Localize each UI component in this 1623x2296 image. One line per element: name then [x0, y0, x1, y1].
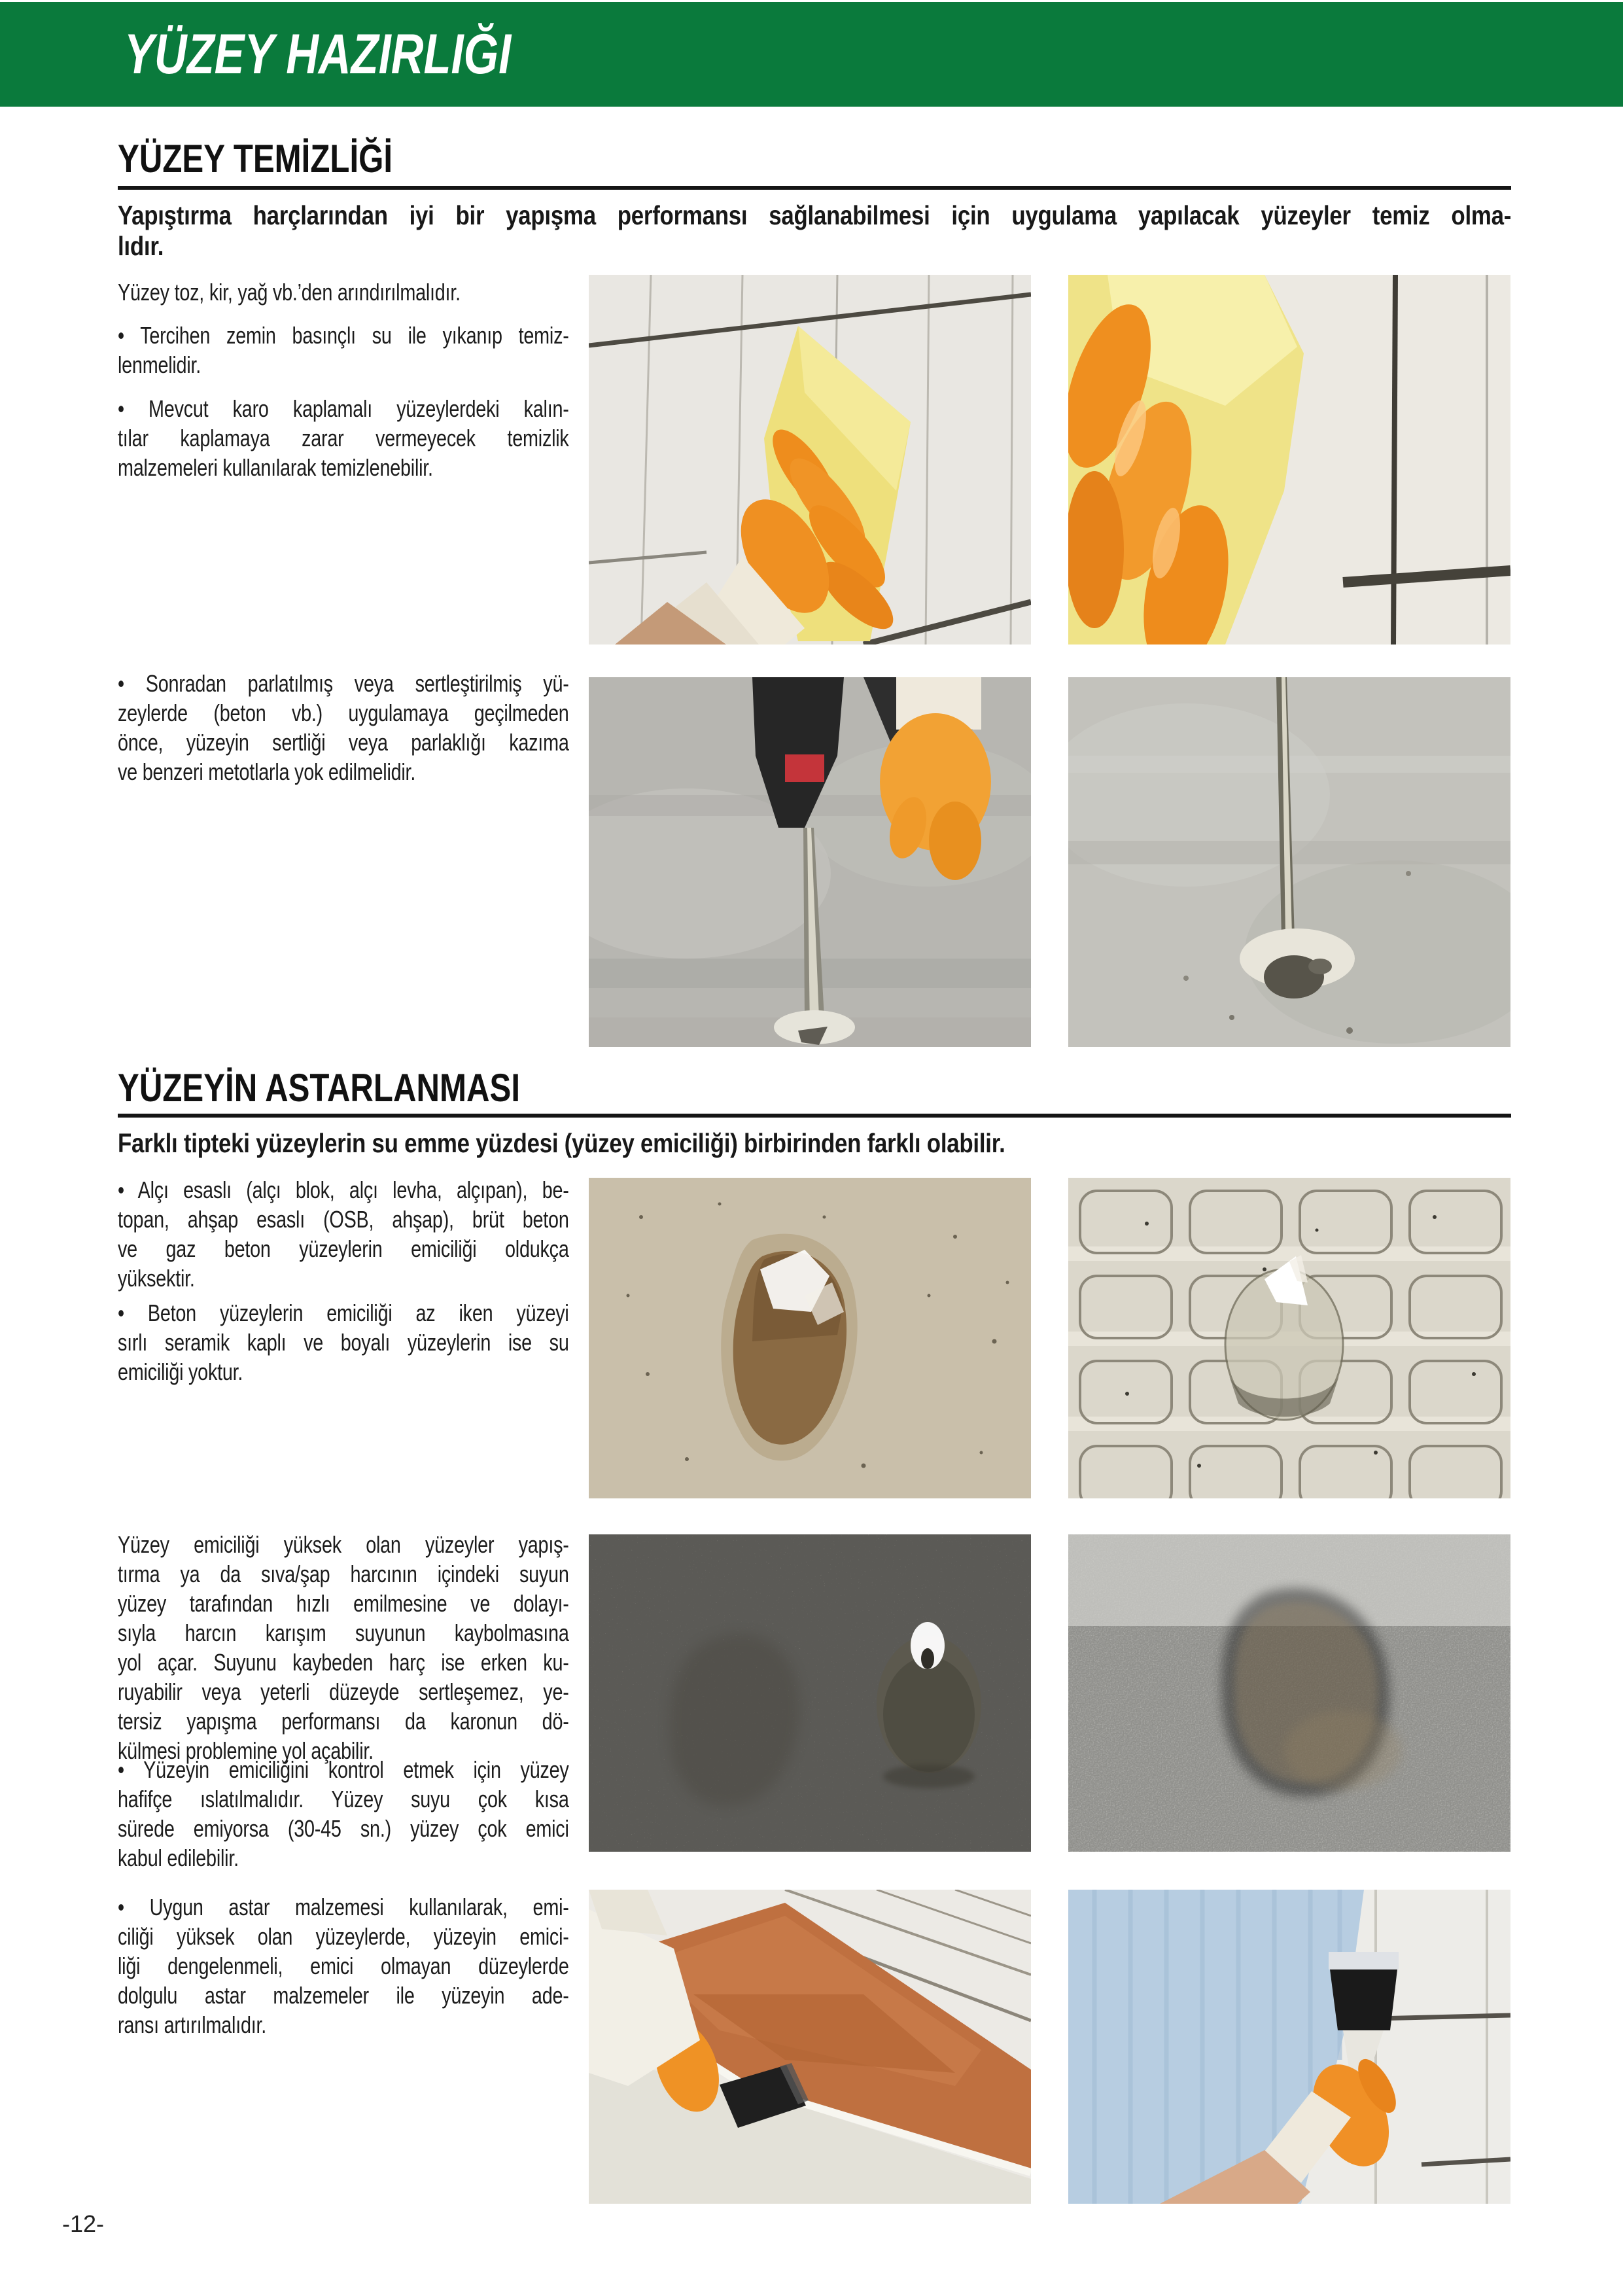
chisel-drill-illustration: [589, 677, 1031, 1047]
photo-chisel-tip-closeup: [1068, 677, 1510, 1047]
page-number: -12-: [62, 2210, 105, 2237]
section1-heading-rule: [118, 186, 1511, 190]
rough-plaster-illustration: [589, 1534, 1031, 1852]
header-banner: [0, 2, 1623, 107]
photo-tile-sponge-cleaning: [589, 275, 1031, 645]
photo-damp-patch-plaster: [1068, 1534, 1510, 1852]
photo-water-drop-aerated-block: [1068, 1178, 1510, 1498]
section2-subtitle: Farklı tipteki yüzeylerin su emme yüzdesi (yüzey emiciliği) birbirinden farklı olabilir.: [118, 1128, 1005, 1158]
section1-intro: Yapıştırma harçlarından iyi bir yapışma performansı sağlanabilmesi için uygulama yapılacak yüzeyler temiz olma- lıdır.: [118, 200, 1512, 261]
section1-note: Yüzey toz, kir, yağ vb.’den arındırılmalıdır.: [118, 279, 461, 306]
photo-chisel-drill-concrete: [589, 677, 1031, 1047]
sponge-closeup-illustration: [1068, 275, 1510, 645]
photo-water-puddle-concrete: [589, 1178, 1031, 1498]
photo-orange-primer-application: [589, 1890, 1031, 2204]
section2-paragraph: Yüzey emiciliği yüksek olan yüzeyler yapış- tırma ya da sıva/şap harcının içindeki suyun yüzey tarafından hızlı emilmesine ve dolayı- sıyla harcın karışım suyunun kaybolmasına yol açar. Suyunu kaybeden harç ise erken ku- ruyabilir veya yeterli düzeyde sertleşemez, ye- tersiz yapışma performansı da karonun dö- külmesi problemine yol açabilir.: [118, 1531, 569, 1764]
page-title: YÜZEY HAZIRLIĞI: [124, 23, 512, 86]
section1-bullet-3: • Sonradan parlatılmış veya sertleştirilmiş yü- zeylerde (beton vb.) uygulamaya geçilmeden önce, yüzeyin sertliği veya parlaklığı kazıma ve benzeri metotlarla yok edilmelidir.: [118, 670, 569, 785]
blue-primer-illustration: [1068, 1890, 1510, 2204]
photo-sponge-glove-closeup: [1068, 275, 1510, 645]
chisel-closeup-illustration: [1068, 677, 1510, 1047]
tile-sponge-illustration: [589, 275, 1031, 645]
photo-wet-spots-rough-plaster: [589, 1534, 1031, 1852]
damp-patch-illustration: [1068, 1534, 1510, 1852]
photo-blue-primer-tiles: [1068, 1890, 1510, 2204]
section2-bullet-3: • Yüzeyin emiciliğini kontrol etmek için yüzey hafifçe ıslatılmalıdır. Yüzey suyu çok kısa sürede emiyorsa (30-45 sn.) yüzey çok emici kabul edilebilir.: [118, 1756, 569, 1871]
orange-primer-illustration: [589, 1890, 1031, 2204]
water-puddle-illustration: [589, 1178, 1031, 1498]
section1-bullet-2: • Mevcut karo kaplamalı yüzeylerdeki kalın- tılar kaplamaya zarar vermeyecek temizlik malzemeleri kullanılarak temizlenebilir.: [118, 395, 569, 481]
section2-heading-rule: [118, 1114, 1511, 1118]
section2-bullet-2: • Beton yüzeylerin emiciliği az iken yüzeyi sırlı seramik kaplı ve boyalı yüzeylerin ise su emiciliği yoktur.: [118, 1299, 569, 1385]
section2-bullet-4: • Uygun astar malzemesi kullanılarak, emi- ciliği yüksek olan yüzeylerde, yüzeyin emici- liği dengelenmeli, emici olmayan düzeylerde dolgulu astar malzemeler ile yüzeyin ade- ransı artırılmalıdır.: [118, 1894, 569, 2038]
section2-bullet-1: • Alçı esaslı (alçı blok, alçı levha, alçıpan), be- topan, ahşap esaslı (OSB, ahşap), brüt beton ve gaz beton yüzeylerin emiciliği oldukça yüksektir.: [118, 1176, 569, 1292]
water-drop-block-illustration: [1068, 1178, 1510, 1498]
section1-bullet-1: • Tercihen zemin basınçlı su ile yıkanıp temiz- lenmelidir.: [118, 322, 569, 378]
section2-heading: YÜZEYİN ASTARLANMASI: [118, 1066, 520, 1110]
section1-heading: YÜZEY TEMİZLİĞİ: [118, 137, 393, 181]
